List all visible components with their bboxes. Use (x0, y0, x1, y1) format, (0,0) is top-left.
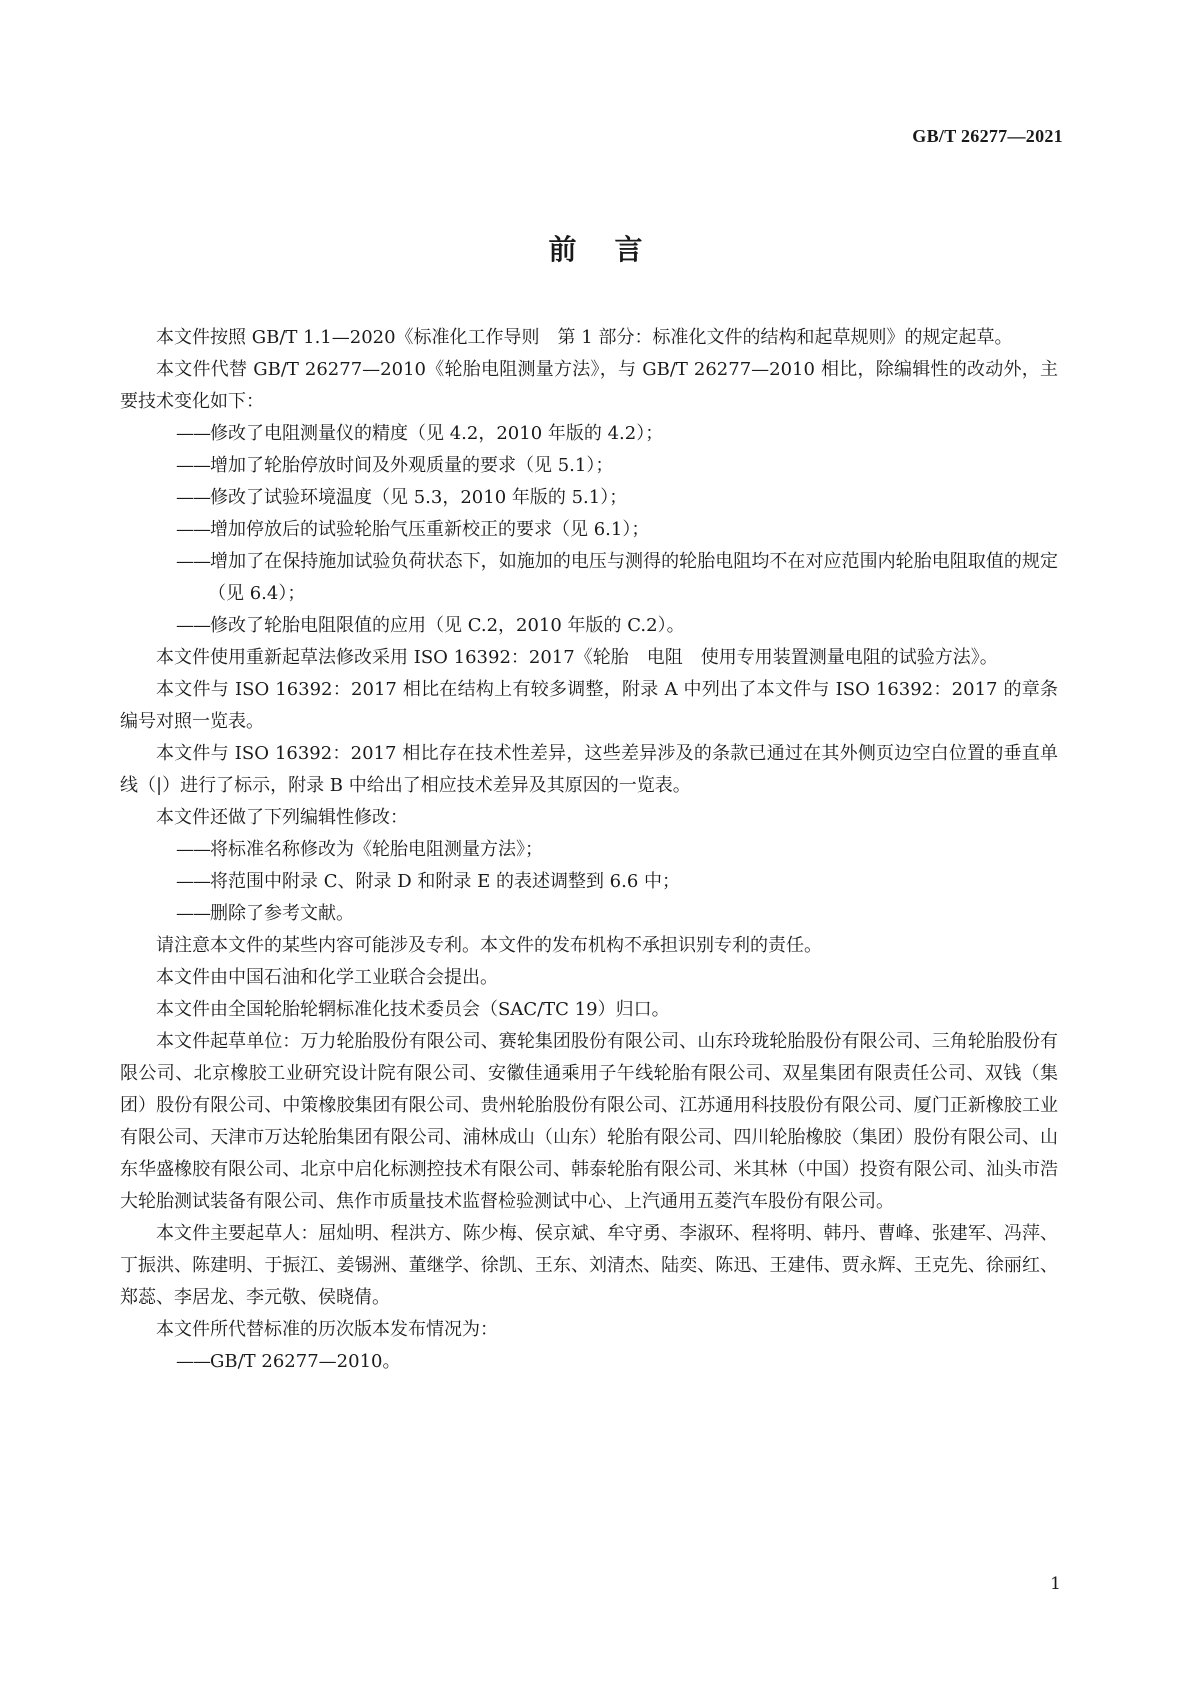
page-number: 1 (1050, 1574, 1061, 1594)
paragraph-structure-changes: 本文件与 ISO 16392：2017 相比在结构上有较多调整，附录 A 中列出了本文件与 ISO 16392：2017 的章条编号对照一览表。 (120, 679, 1058, 732)
paragraph-drafters: 本文件主要起草人：屈灿明、程洪方、陈少梅、侯京斌、牟守勇、李淑环、程将明、韩丹、曹峰、张建军、冯萍、丁振洪、陈建明、于振江、姜锡洲、董继学、徐凯、王东、刘清杰、陆奕、陈迅、王建伟、贾永辉、王克先、徐丽红、郑蕊、李居龙、李元敬、侯晓倩。 (120, 1223, 1058, 1308)
list-item: ——修改了电阻测量仪的精度（见 4.2，2010 年版的 4.2）； (176, 423, 664, 444)
list-item: ——将范围中附录 C、附录 D 和附录 E 的表述调整到 6.6 中； (176, 871, 681, 892)
paragraph-editorial-intro: 本文件还做了下列编辑性修改： (156, 807, 408, 828)
list-item: ——删除了参考文献。 (176, 903, 354, 924)
foreword-body (120, 322, 1058, 1378)
paragraph-history-intro: 本文件所代替标准的历次版本发布情况为： (156, 1319, 498, 1340)
paragraph-drafting-organizations: 本文件起草单位：万力轮胎股份有限公司、赛轮集团股份有限公司、山东玲珑轮胎股份有限公司、三角轮胎股份有限公司、北京橡胶工业研究设计院有限公司、安徽佳通乘用子午线轮胎有限公司、双星集团有限责任公司、双钱（集团）股份有限公司、中策橡胶集团有限公司、贵州轮胎股份有限公司、江苏通用科技股份有限公司、厦门正新橡胶工业有限公司、天津市万达轮胎集团有限公司、浦林成山（山东）轮胎有限公司、四川轮胎橡胶（集团）股份有限公司、山东华盛橡胶有限公司、北京中启化标测控技术有限公司、韩泰轮胎有限公司、米其林（中国）投资有限公司、汕头市浩大轮胎测试装备有限公司、焦作市质量技术监督检验测试中心、上汽通用五菱汽车股份有限公司。 (120, 1031, 1058, 1212)
paragraph-patent-notice: 请注意本文件的某些内容可能涉及专利。本文件的发布机构不承担识别专利的责任。 (156, 935, 822, 956)
list-item: ——增加停放后的试验轮胎气压重新校正的要求（见 6.1）； (176, 519, 650, 540)
list-item: ——增加了轮胎停放时间及外观质量的要求（见 5.1）； (176, 455, 614, 476)
paragraph-committee: 本文件由全国轮胎轮辋标准化技术委员会（SAC/TC 19）归口。 (156, 999, 670, 1020)
paragraph-iso-adoption: 本文件使用重新起草法修改采用 ISO 16392：2017《轮胎 电阻 使用专用装置测量电阻的试验方法》。 (156, 647, 998, 668)
paragraph-replacement: 本文件代替 GB/T 26277—2010《轮胎电阻测量方法》，与 GB/T 26277—2010 相比，除编辑性的改动外，主要技术变化如下： (120, 359, 1058, 412)
list-item: ——修改了轮胎电阻限值的应用（见 C.2，2010 年版的 C.2）。 (176, 615, 685, 636)
page-title: 前言 (548, 233, 681, 266)
list-item: ——将标准名称修改为《轮胎电阻测量方法》； (176, 839, 543, 860)
paragraph-technical-deviations: 本文件与 ISO 16392：2017 相比存在技术性差异，这些差异涉及的条款已通过在其外侧页边空白位置的垂直单线（|）进行了标示，附录 B 中给出了相应技术差异及其原因的一览表。 (120, 743, 1058, 796)
paragraph-drafting-rules: 本文件按照 GB/T 1.1—2020《标准化工作导则 第 1 部分：标准化文件的结构和起草规则》的规定起草。 (156, 327, 1013, 348)
standard-code-header: GB/T 26277—2021 (912, 126, 1063, 146)
list-item: ——修改了试验环境温度（见 5.3，2010 年版的 5.1）； (176, 487, 628, 508)
list-item: ——GB/T 26277—2010。 (176, 1351, 401, 1372)
list-item: ——增加了在保持施加试验负荷状态下，如施加的电压与测得的轮胎电阻均不在对应范围内轮胎电阻取值的规定（见 6.4）； (176, 551, 1058, 604)
paragraph-proposer: 本文件由中国石油和化学工业联合会提出。 (156, 967, 498, 988)
